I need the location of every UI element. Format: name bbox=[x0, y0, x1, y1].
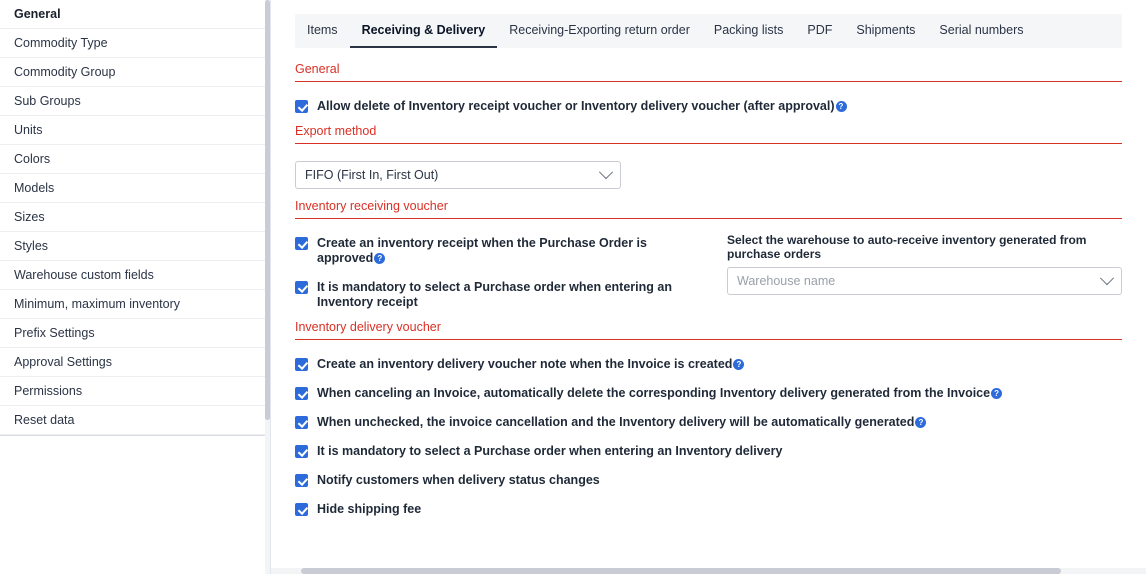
tab-receiving-exporting-return-order[interactable]: Receiving-Exporting return order bbox=[509, 23, 690, 37]
sidebar-item-commodity-type[interactable]: Commodity Type bbox=[0, 29, 270, 58]
mandatory-po-on-delivery-label: It is mandatory to select a Purchase order when entering an Inventory delivery bbox=[317, 444, 783, 458]
create-delivery-on-invoice-checkbox[interactable] bbox=[295, 358, 308, 371]
sidebar-item-reset-data[interactable]: Reset data bbox=[0, 406, 270, 435]
delete-delivery-on-invoice-cancel-label bbox=[317, 386, 1002, 401]
unchecked-invoice-cancellation-text: When unchecked, the invoice cancellation and the Inventory delivery will be automatically generated bbox=[317, 415, 915, 429]
sidebar-item-sizes[interactable]: Sizes bbox=[0, 203, 270, 232]
tab-receiving-delivery[interactable]: Receiving & Delivery bbox=[350, 14, 498, 48]
setting-unchecked-invoice-cancellation bbox=[295, 415, 1122, 430]
create-delivery-on-invoice-label bbox=[317, 357, 744, 372]
chevron-down-icon bbox=[599, 165, 613, 179]
help-icon[interactable]: ? bbox=[915, 417, 926, 428]
tab-items[interactable]: Items bbox=[307, 23, 338, 37]
sidebar-scrollbar-thumb[interactable] bbox=[265, 0, 270, 420]
setting-mandatory-po-on-delivery bbox=[295, 444, 1122, 459]
allow-delete-voucher-checkbox[interactable] bbox=[295, 100, 308, 113]
warehouse-selector-label: Select the warehouse to auto-receive inventory generated from purchase orders bbox=[727, 233, 1087, 261]
section-title-export-method: Export method bbox=[295, 114, 1122, 144]
delete-delivery-on-invoice-cancel-checkbox[interactable] bbox=[295, 387, 308, 400]
setting-allow-delete-voucher bbox=[295, 99, 1122, 114]
help-icon[interactable]: ? bbox=[374, 253, 385, 264]
create-receipt-on-po-approval-checkbox[interactable] bbox=[295, 237, 308, 250]
sidebar-item-models[interactable]: Models bbox=[0, 174, 270, 203]
sidebar-list bbox=[0, 0, 270, 436]
tab-bar bbox=[295, 14, 1122, 48]
sidebar-item-approval-settings[interactable]: Approval Settings bbox=[0, 348, 270, 377]
sidebar-item-minimum-maximum-inventory[interactable]: Minimum, maximum inventory bbox=[0, 290, 270, 319]
export-method-select[interactable] bbox=[295, 161, 621, 189]
tab-packing-lists[interactable]: Packing lists bbox=[713, 23, 784, 37]
hide-shipping-fee-checkbox[interactable] bbox=[295, 503, 308, 516]
section-title-general: General bbox=[295, 48, 1122, 82]
setting-mandatory-po-on-receipt bbox=[295, 280, 695, 310]
warehouse-selector-group bbox=[727, 233, 1122, 295]
horizontal-scrollbar-thumb[interactable] bbox=[301, 568, 1061, 574]
sidebar-item-sub-groups[interactable]: Sub Groups bbox=[0, 87, 270, 116]
sidebar-item-warehouse-custom-fields[interactable]: Warehouse custom fields bbox=[0, 261, 270, 290]
help-icon[interactable]: ? bbox=[733, 359, 744, 370]
sidebar-item-colors[interactable]: Colors bbox=[0, 145, 270, 174]
sidebar-item-commodity-group[interactable]: Commodity Group bbox=[0, 58, 270, 87]
help-icon[interactable]: ? bbox=[991, 388, 1002, 399]
warehouse-select[interactable] bbox=[727, 267, 1122, 295]
settings-main bbox=[271, 0, 1146, 574]
unchecked-invoice-cancellation-checkbox[interactable] bbox=[295, 416, 308, 429]
sidebar-item-general[interactable]: General bbox=[0, 0, 270, 29]
create-delivery-on-invoice-text: Create an inventory delivery voucher note when the Invoice is created bbox=[317, 357, 733, 371]
settings-content bbox=[271, 48, 1146, 517]
section-title-inventory-delivery-voucher: Inventory delivery voucher bbox=[295, 310, 1122, 340]
section-title-inventory-receiving-voucher: Inventory receiving voucher bbox=[295, 189, 1122, 219]
tab-pdf[interactable]: PDF bbox=[807, 23, 833, 37]
warehouse-select-placeholder: Warehouse name bbox=[737, 274, 836, 288]
chevron-down-icon bbox=[1100, 271, 1114, 285]
receiving-settings-row bbox=[295, 219, 1122, 310]
mandatory-po-on-delivery-checkbox[interactable] bbox=[295, 445, 308, 458]
mandatory-po-on-receipt-label: It is mandatory to select a Purchase order when entering an Inventory receipt bbox=[317, 280, 672, 309]
hide-shipping-fee-label: Hide shipping fee bbox=[317, 502, 422, 516]
setting-create-delivery-on-invoice bbox=[295, 357, 1122, 372]
sidebar-scrollbar[interactable] bbox=[265, 0, 270, 574]
settings-sidebar bbox=[0, 0, 271, 574]
notify-customers-delivery-status-checkbox[interactable] bbox=[295, 474, 308, 487]
sidebar-item-styles[interactable]: Styles bbox=[0, 232, 270, 261]
allow-delete-voucher-text: Allow delete of Inventory receipt voucher or Inventory delivery voucher (after approval) bbox=[317, 99, 835, 113]
allow-delete-voucher-label bbox=[317, 99, 847, 114]
tab-serial-numbers[interactable]: Serial numbers bbox=[939, 23, 1024, 37]
create-receipt-on-po-approval-text: Create an inventory receipt when the Purchase Order is approved bbox=[317, 236, 647, 265]
mandatory-po-on-receipt-checkbox[interactable] bbox=[295, 281, 308, 294]
setting-create-receipt-on-po-approval bbox=[295, 236, 695, 266]
horizontal-scrollbar[interactable] bbox=[271, 568, 1146, 574]
create-receipt-on-po-approval-label bbox=[317, 236, 695, 266]
sidebar-item-prefix-settings[interactable]: Prefix Settings bbox=[0, 319, 270, 348]
setting-notify-customers-delivery-status bbox=[295, 473, 1122, 488]
delete-delivery-on-invoice-cancel-text: When canceling an Invoice, automatically delete the corresponding Inventory delivery generated from the Invoice bbox=[317, 386, 991, 400]
receiving-options bbox=[295, 219, 695, 310]
help-icon[interactable]: ? bbox=[836, 101, 847, 112]
sidebar-item-units[interactable]: Units bbox=[0, 116, 270, 145]
setting-hide-shipping-fee bbox=[295, 502, 1122, 517]
sidebar-item-permissions[interactable]: Permissions bbox=[0, 377, 270, 406]
tab-shipments[interactable]: Shipments bbox=[856, 23, 916, 37]
notify-customers-delivery-status-label: Notify customers when delivery status changes bbox=[317, 473, 600, 487]
unchecked-invoice-cancellation-label bbox=[317, 415, 926, 430]
setting-delete-delivery-on-invoice-cancel bbox=[295, 386, 1122, 401]
export-method-selected-value: FIFO (First In, First Out) bbox=[305, 168, 439, 182]
